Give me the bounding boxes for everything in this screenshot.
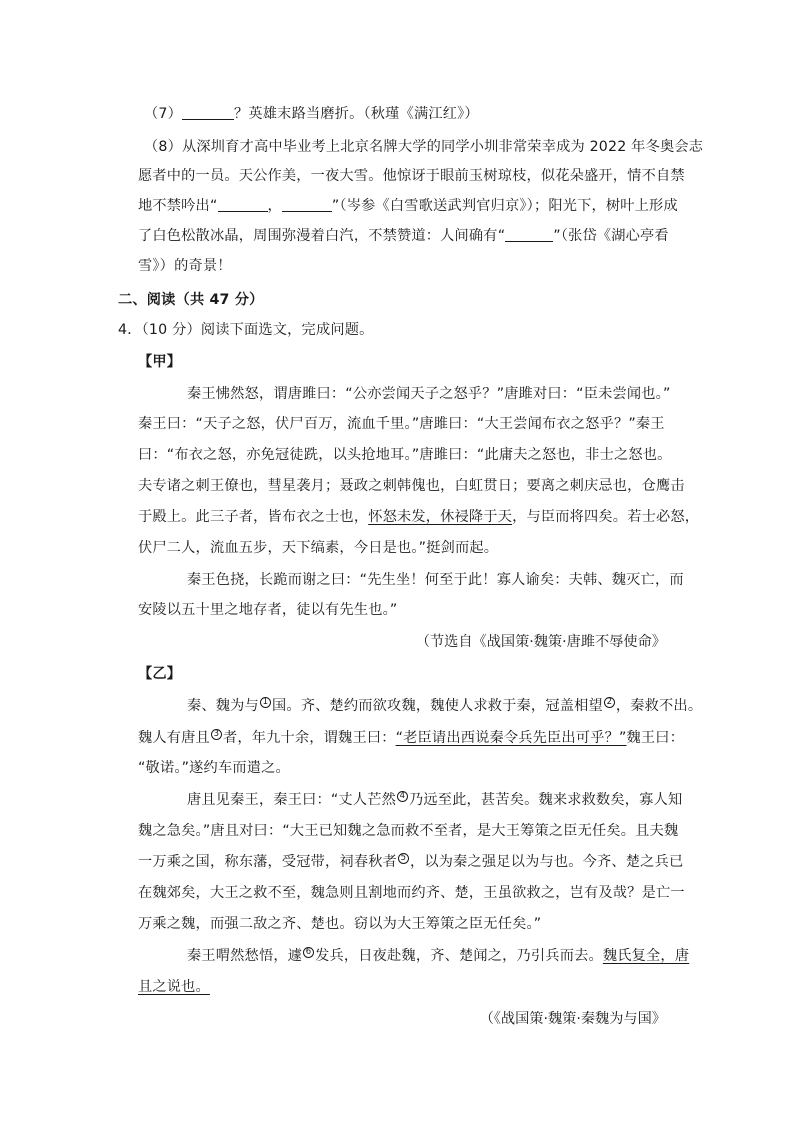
annotation-mark: 3 bbox=[211, 729, 222, 740]
question-8-line-2: 愿者中的一员。天公作美，一夜大雪。他惊讶于眼前玉树琼枝，似花朵盛开，情不自禁 bbox=[138, 168, 685, 184]
passage-text: 国。齐、楚约而欲攻魏，魏使人求救于秦，冠盖相望 bbox=[271, 698, 603, 714]
passage-b-line-5: 魏之急矣。”唐且对曰：“大王已知魏之急而救不至者，是大王筹策之臣无任矣。且夫魏 bbox=[138, 823, 679, 839]
passage-text: 于殿上。此三子者，皆布衣之士也， bbox=[138, 509, 369, 525]
annotation-mark: 6 bbox=[303, 947, 314, 958]
annotation-mark: 5 bbox=[398, 853, 409, 864]
passage-b-label: 【乙】 bbox=[138, 666, 182, 682]
passage-text: ，与臣而将四矣。若士必怒， bbox=[512, 509, 700, 525]
passage-a-line-6: 伏尸二人，流血五步，天下缟素，今日是也。”挺剑而起。 bbox=[138, 540, 499, 556]
passage-a-line-5 bbox=[138, 507, 699, 527]
passage-text: 唐且见秦王，秦王曰：“丈人芒然 bbox=[187, 792, 396, 808]
passage-b-line-8: 万乘之魏，而强二敌之齐、楚也。窃以为大王筹策之臣无任矣。” bbox=[138, 916, 542, 932]
passage-a-line-2: 秦王曰：“天子之怒，伏尸百万，流血千里。”唐雎曰：“大王尝闻布衣之怒乎？”秦王 bbox=[138, 416, 665, 432]
question-8-line-1: （8）从深圳育才高中毕业考上北京名牌大学的同学小圳非常荣幸成为 2022 年冬奥会志 bbox=[144, 139, 704, 155]
passage-a-line-8: 安陵以五十里之地存者，徒以有先生也。” bbox=[138, 602, 398, 618]
passage-b-line-4 bbox=[187, 790, 682, 810]
question-8-line-4 bbox=[138, 226, 669, 246]
underlined-sentence: 魏氏复全，唐 bbox=[602, 948, 690, 964]
passage-text: ，秦救不出。 bbox=[615, 698, 703, 714]
question-8-line-3 bbox=[138, 196, 678, 216]
passage-a-label: 【甲】 bbox=[138, 354, 182, 370]
passage-a-source: （节选自《战国策·魏策·唐雎不辱使命》 bbox=[415, 634, 666, 650]
q7-number: （7） bbox=[144, 106, 183, 122]
annotation-mark: 4 bbox=[397, 791, 408, 802]
passage-text: ，以为秦之强足以为与也。今齐、楚之兵已 bbox=[409, 854, 684, 870]
answer-blank[interactable] bbox=[282, 197, 332, 212]
q8-text: 了白色松散冰晶，周围弥漫着白汽，不禁赞道：人间确有“ bbox=[138, 228, 506, 244]
passage-a-line-7: 秦王色挠，长跪而谢之曰：“先生坐！何至于此！寡人谕矣：夫韩、魏灭亡，而 bbox=[187, 572, 684, 588]
question-4-prompt: 4．（10 分）阅读下面选文，完成问题。 bbox=[118, 322, 374, 338]
answer-blank[interactable] bbox=[218, 197, 268, 212]
q7-text: ？英雄末路当磨折。（秋瑾《满江红》） bbox=[234, 106, 479, 122]
passage-b-line-9 bbox=[187, 946, 689, 966]
q8-text: 地不禁吟出“ bbox=[138, 198, 218, 214]
q8-text: ”（岑参《白雪歌送武判官归京》）；阳光下，树叶上形成 bbox=[331, 198, 678, 214]
passage-b-line-3: “敬诺。”遂约车而遣之。 bbox=[138, 760, 290, 776]
annotation-mark: 2 bbox=[604, 697, 615, 708]
answer-blank[interactable] bbox=[182, 105, 234, 120]
passage-b-source: （《战国策·魏策·秦魏为与国》 bbox=[479, 1011, 666, 1027]
annotation-mark: 1 bbox=[260, 697, 271, 708]
passage-b-line-10 bbox=[138, 977, 210, 997]
passage-text: 乃远至此，甚苦矣。魏来求救数矣，寡人知 bbox=[408, 792, 683, 808]
question-8-line-5: 雪》）的奇景！ bbox=[138, 258, 232, 274]
passage-b-line-6 bbox=[138, 852, 683, 872]
passage-a-line-4: 夫专诸之刺王僚也，彗星袭月；聂政之刺韩傀也，白虹贯日；要离之刺庆忌也，仓鹰击 bbox=[138, 478, 685, 494]
q8-text: ”（张岱《湖心亭看 bbox=[553, 228, 669, 244]
passage-text: 秦王喟然愁悟，遽 bbox=[187, 948, 303, 964]
passage-b-line-1 bbox=[187, 696, 702, 716]
section-heading: 二、阅读（共 47 分） bbox=[118, 292, 264, 308]
passage-text: 一万乘之国，称东藩，受冠带，祠春秋者 bbox=[138, 854, 397, 870]
question-7 bbox=[144, 104, 479, 124]
passage-text: 发兵，日夜赴魏，齐、楚闻之，乃引兵而去。 bbox=[315, 948, 603, 964]
passage-b-line-7: 在魏郊矣，大王之救不至，魏急则且割地而约齐、楚，王虽欲救之，岂有及哉？是亡一 bbox=[138, 885, 685, 901]
passage-a-line-3: 曰：“布衣之怒，亦免冠徒跣，以头抢地耳。”唐雎曰：“此庸夫之怒也，非士之怒也。 bbox=[138, 447, 672, 463]
passage-text: 魏王曰： bbox=[626, 730, 685, 746]
passage-a-line-1: 秦王怫然怒，谓唐雎曰：“公亦尝闻天子之怒乎？”唐雎对曰：“臣未尝闻也。” bbox=[187, 386, 671, 402]
underlined-sentence: 且之说也。 bbox=[138, 979, 210, 995]
passage-b-line-2 bbox=[138, 728, 684, 748]
underlined-sentence: “老臣请出西说秦令兵先臣出可乎？” bbox=[395, 730, 627, 746]
passage-text: 者，年九十余，谓魏王曰： bbox=[222, 730, 396, 746]
answer-blank[interactable] bbox=[505, 227, 553, 242]
underlined-sentence: 怀怒未发，休祲降于天 bbox=[368, 509, 513, 525]
passage-text: 秦、魏为与 bbox=[187, 698, 259, 714]
q8-text: ， bbox=[267, 198, 282, 214]
passage-text: 魏人有唐且 bbox=[138, 730, 210, 746]
